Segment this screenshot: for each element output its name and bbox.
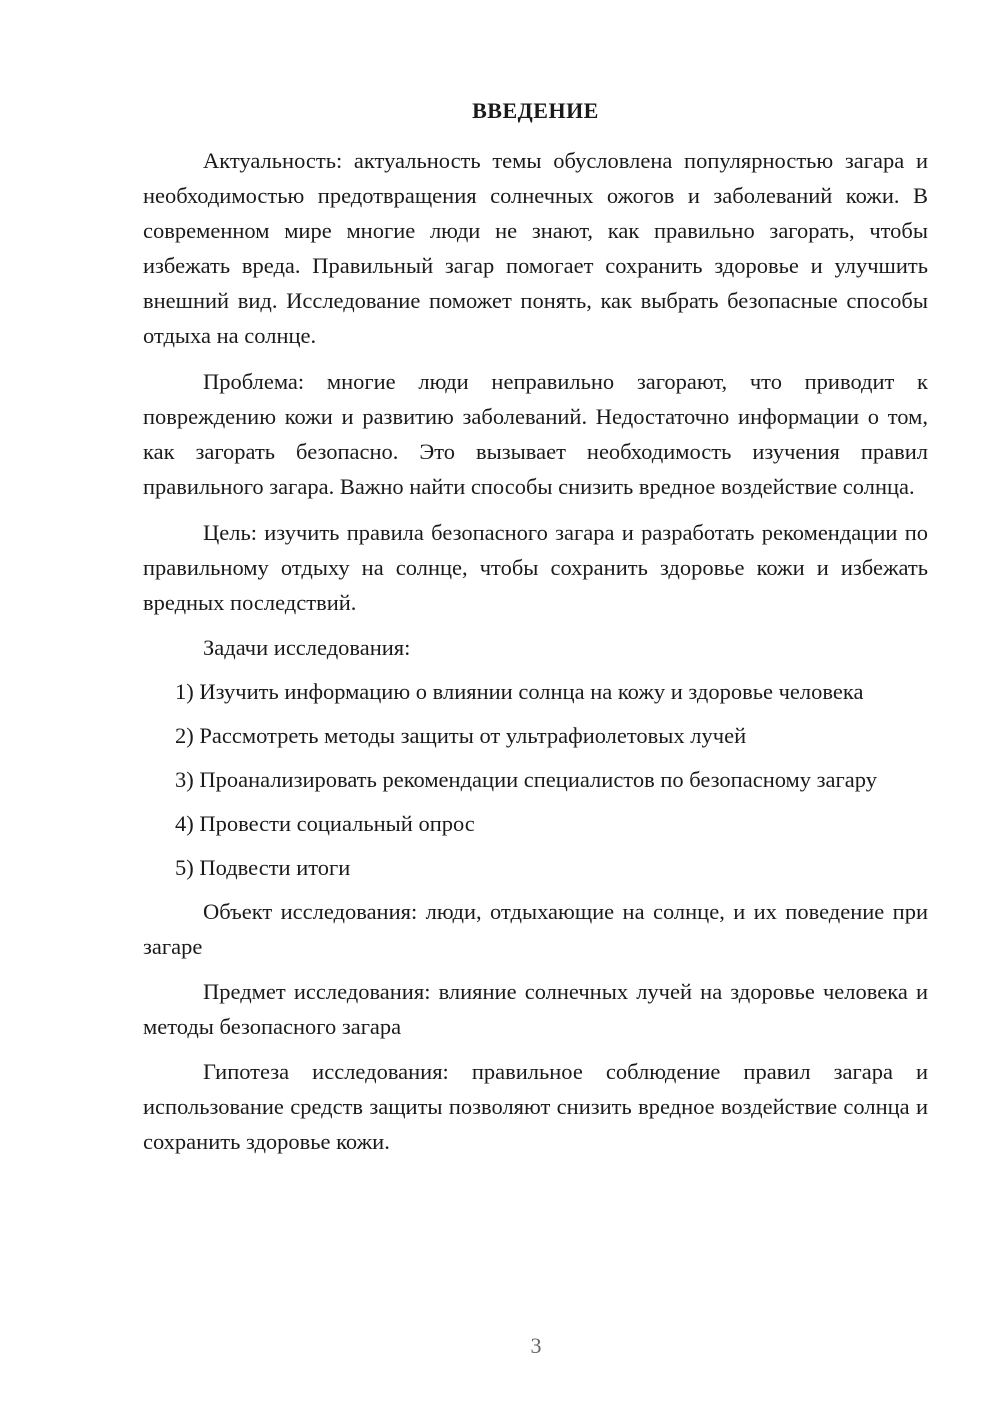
task-item: 5) Подвести итоги bbox=[175, 855, 351, 880]
problem-paragraph: Проблема: многие люди неправильно загорают, что приводит к повреждению кожи и развитию заболеваний. Недостаточно информации о том, как загорать безопасно. Это вызывает необходимость изучения правил правильного загара. Важно найти способы снизить вредное воздействие солнца. bbox=[143, 369, 928, 499]
task-item: 2) Рассмотреть методы защиты от ультрафиолетовых лучей bbox=[175, 723, 747, 748]
document-body bbox=[143, 143, 928, 1159]
section-heading: ВВЕДЕНИЕ bbox=[472, 98, 599, 123]
task-item: 4) Провести социальный опрос bbox=[175, 811, 475, 836]
object-paragraph: Объект исследования: люди, отдыхающие на солнце, и их поведение при загаре bbox=[143, 899, 928, 959]
subject-paragraph: Предмет исследования: влияние солнечных лучей на здоровье человека и методы безопасного загара bbox=[143, 979, 928, 1039]
tasks-list bbox=[143, 674, 928, 885]
relevance-paragraph: Актуальность: актуальность темы обусловлена популярностью загара и необходимостью предотвращения солнечных ожогов и заболеваний кожи. В современном мире многие люди не знают, как правильно загорать, чтобы избежать вреда. Правильный загар помогает сохранить здоровье и улучшить внешний вид. Исследование поможет понять, как выбрать безопасные способы отдыха на солнце. bbox=[143, 148, 928, 348]
goal-paragraph: Цель: изучить правила безопасного загара и разработать рекомендации по правильному отдыху на солнце, чтобы сохранить здоровье кожи и избежать вредных последствий. bbox=[143, 520, 928, 615]
hypothesis-paragraph: Гипотеза исследования: правильное соблюдение правил загара и использование средств защиты позволяют снизить вредное воздействие солнца и сохранить здоровье кожи. bbox=[143, 1059, 928, 1154]
task-item: 1) Изучить информацию о влиянии солнца на кожу и здоровье человека bbox=[175, 679, 864, 704]
page-number: 3 bbox=[530, 1333, 542, 1358]
task-item: 3) Проанализировать рекомендации специалистов по безопасному загару bbox=[175, 767, 877, 792]
tasks-title: Задачи исследования: bbox=[203, 635, 411, 660]
